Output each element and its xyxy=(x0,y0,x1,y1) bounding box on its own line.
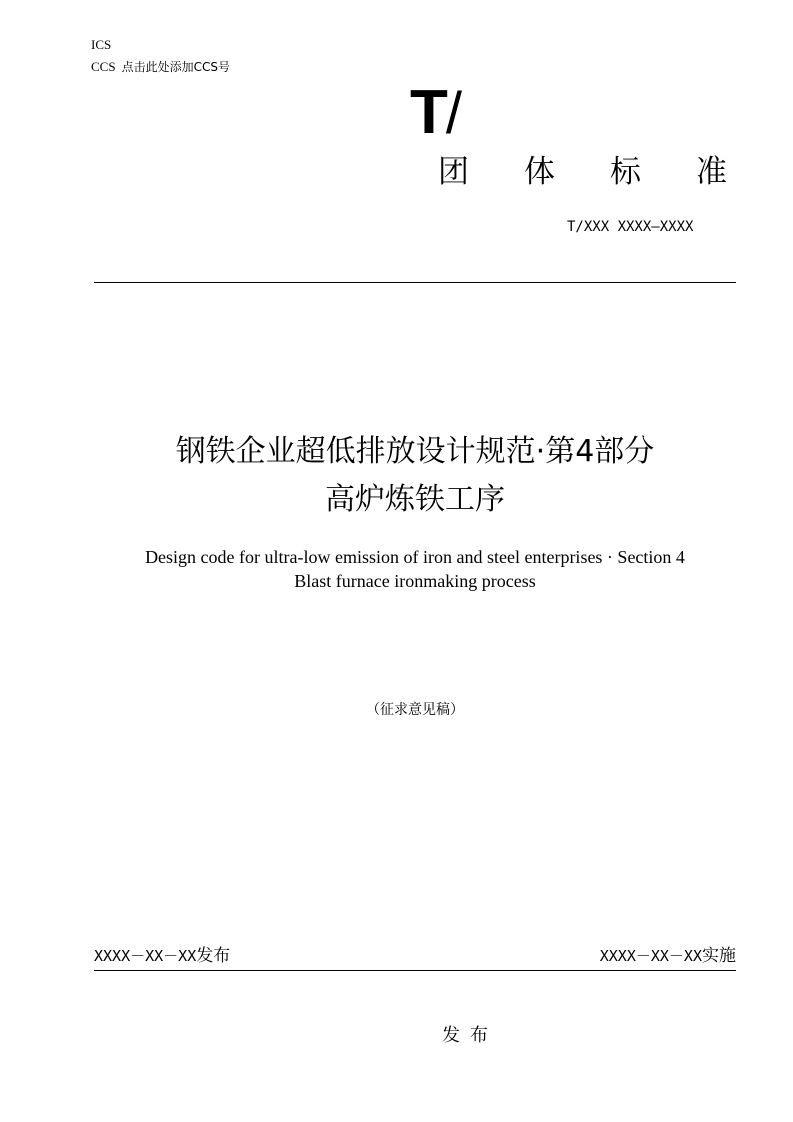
title-en-line2: Blast furnace ironmaking process xyxy=(294,571,536,591)
top-divider xyxy=(94,282,736,283)
implement-date-value: XXXX－XX－XX xyxy=(599,947,702,965)
title-chinese xyxy=(60,428,770,524)
issue-date xyxy=(94,945,230,967)
title-en-line1: Design code for ultra-low emission of iron and steel enterprises · Section 4 xyxy=(145,547,685,567)
draft-status: （征求意见稿） xyxy=(366,702,464,718)
title-cn-line1: 钢铁企业超低排放设计规范·第4部分 xyxy=(175,434,655,469)
issue-date-value: XXXX－XX－XX xyxy=(94,947,197,965)
standard-number: T/XXX XXXX—XXXX xyxy=(567,219,694,235)
issue-date-label: 发布 xyxy=(196,946,231,966)
logo-t: T xyxy=(410,78,446,147)
implement-date-label: 实施 xyxy=(702,946,736,966)
ccs-line xyxy=(91,60,230,74)
ccs-placeholder[interactable]: 点击此处添加CCS号 xyxy=(121,60,230,74)
title-english xyxy=(60,545,770,593)
standard-type: 团体标准 xyxy=(438,154,782,190)
publisher-label: 发布 xyxy=(442,1025,498,1046)
bottom-divider xyxy=(94,970,736,971)
ccs-label: CCS xyxy=(91,59,116,74)
standard-logo xyxy=(410,78,460,149)
title-cn-line2: 高炉炼铁工序 xyxy=(325,482,505,517)
ics-label: ICS xyxy=(91,37,112,52)
logo-slash: / xyxy=(445,81,460,146)
implement-date xyxy=(600,945,736,967)
